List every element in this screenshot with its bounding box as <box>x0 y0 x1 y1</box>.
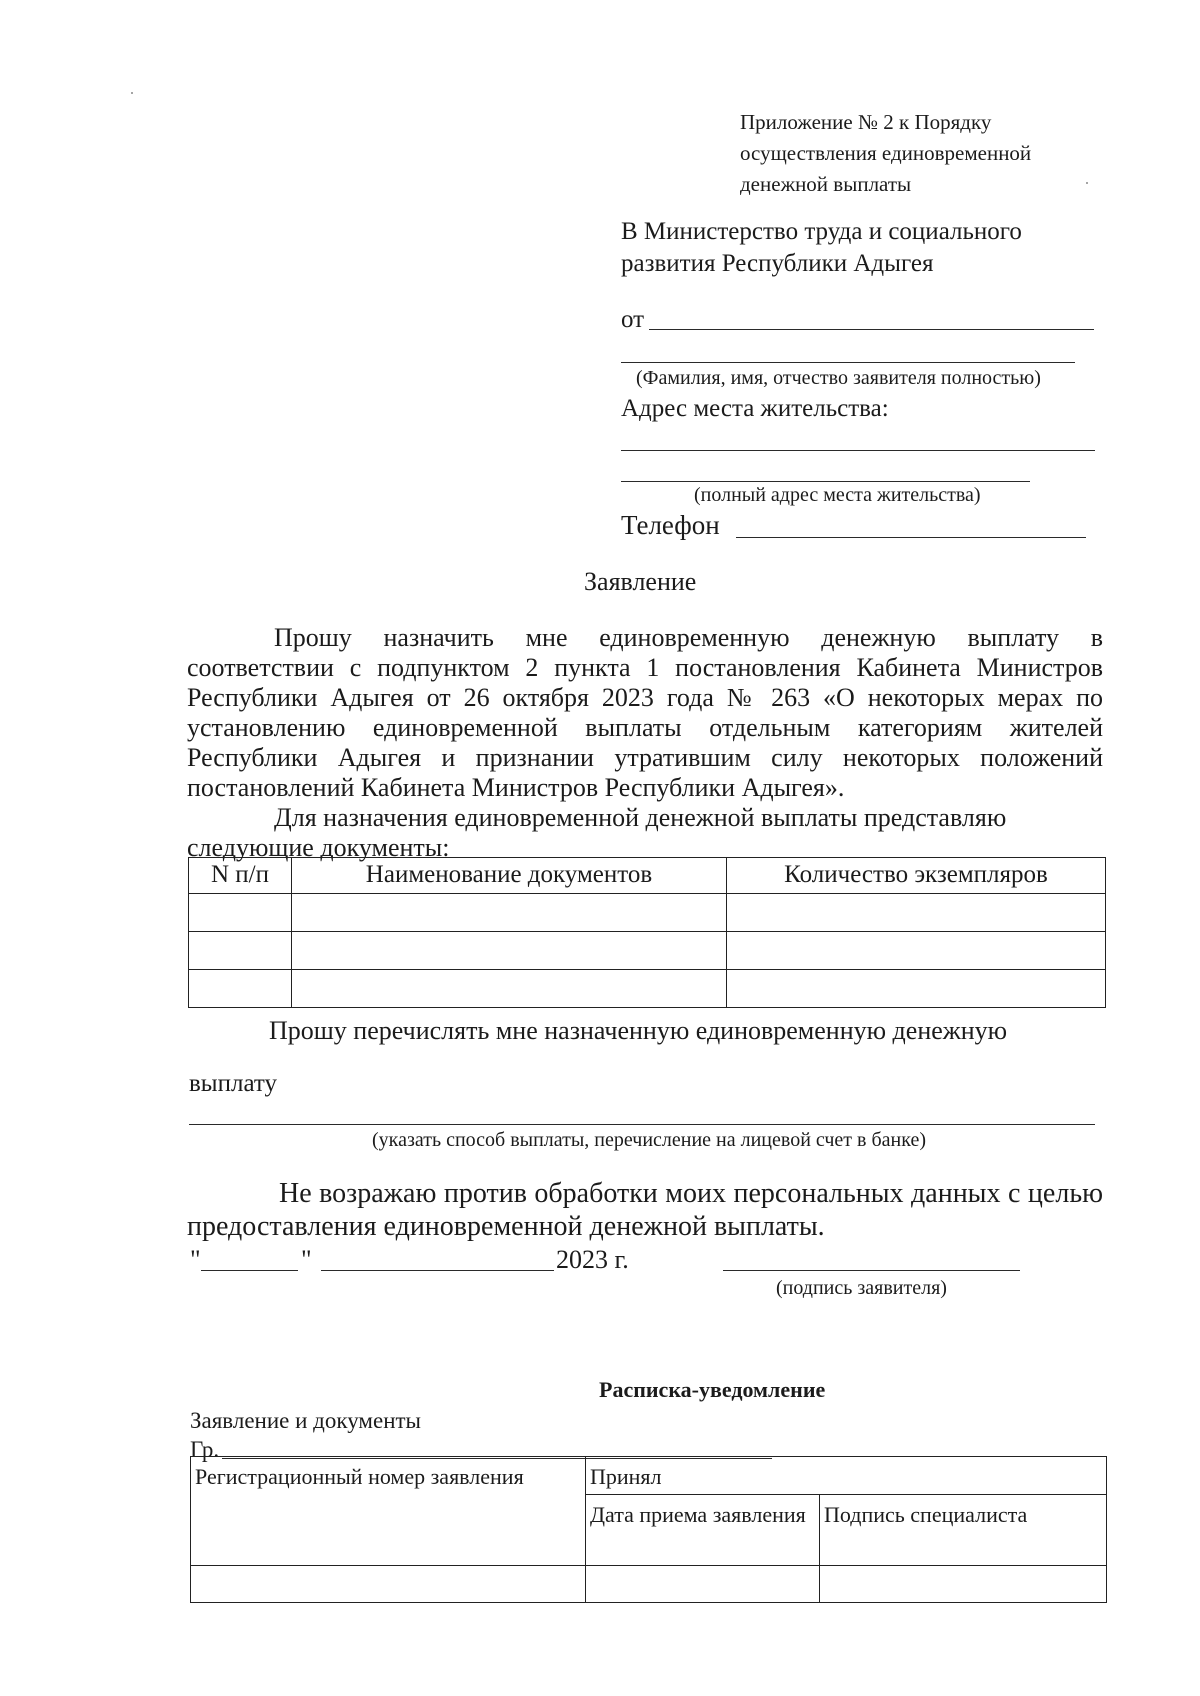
payment-line-1: Прошу перечислять мне назначенную единовременную денежную <box>269 1016 1008 1045</box>
statement-paragraph-1: Прошу назначить мне единовременную денежную выплату в соответствии с подпунктом 2 пункта 1 постановления Кабинета Министров Республики Адыгея от 26 октября 2023 года № 263 «О некоторых мерах по установлению единовременной выплаты отдельным категориям жителей Республики Адыгея и признании утратившим силу некоторых положений постановлений Кабинета Министров Республики Адыгея». <box>187 623 1103 802</box>
addressee-line-1: В Министерство труда и социального <box>621 218 1022 245</box>
statement-paragraph-2-line-1: Для назначения единовременной денежной выплаты представляю <box>274 803 1007 832</box>
name-hint: (Фамилия, имя, отчество заявителя полностью) <box>636 367 1041 389</box>
statement-title: Заявление <box>584 567 697 596</box>
table-header-row <box>189 858 1106 894</box>
receipt-reg-number-header: Регистрационный номер заявления <box>191 1457 586 1566</box>
receipt-accepted-header: Принял <box>586 1457 1107 1495</box>
phone-field-line[interactable] <box>736 537 1086 538</box>
address-field-line-2[interactable] <box>621 481 1030 482</box>
cell-document-name[interactable] <box>292 894 727 932</box>
payment-method-field-line[interactable] <box>189 1124 1095 1125</box>
cell-document-name[interactable] <box>292 970 727 1008</box>
phone-label: Телефон <box>621 510 720 540</box>
receipt-table <box>190 1456 1107 1603</box>
from-name-field-line[interactable] <box>649 329 1094 330</box>
receipt-row-1 <box>191 1457 1107 1495</box>
appendix-line-1: Приложение № 2 к Порядку <box>740 110 992 134</box>
receipt-reg-number-cell[interactable] <box>191 1566 586 1603</box>
cell-number[interactable] <box>189 932 292 970</box>
header-copies-count: Количество экземпляров <box>727 858 1106 894</box>
payment-line-2: выплату <box>189 1070 278 1097</box>
cell-copies-count[interactable] <box>727 932 1106 970</box>
cell-copies-count[interactable] <box>727 970 1106 1008</box>
documents-table <box>188 857 1106 1008</box>
header-document-name: Наименование документов <box>292 858 727 894</box>
scan-speck <box>1086 182 1088 184</box>
header-number: N п/п <box>189 858 292 894</box>
table-row <box>189 894 1106 932</box>
cell-document-name[interactable] <box>292 932 727 970</box>
receipt-row-3 <box>191 1566 1107 1603</box>
receipt-line-1: Заявление и документы <box>190 1408 422 1433</box>
date-open-quote: " <box>190 1245 201 1274</box>
date-month-field-line[interactable] <box>321 1270 554 1271</box>
appendix-line-3: денежной выплаты <box>740 172 912 196</box>
date-close-quote: " <box>301 1245 312 1274</box>
address-label: Адрес места жительства: <box>621 395 889 422</box>
scan-speck <box>131 92 133 94</box>
signature-field-line[interactable] <box>723 1270 1020 1271</box>
address-field-line-1[interactable] <box>621 450 1095 451</box>
cell-number[interactable] <box>189 894 292 932</box>
receipt-title: Расписка-уведомление <box>599 1377 826 1402</box>
table-row <box>189 932 1106 970</box>
statement-paragraph-2-line-2: следующие документы: <box>187 833 450 862</box>
receipt-citizen-label: Гр. <box>190 1437 220 1462</box>
addressee-line-2: развития Республики Адыгея <box>621 250 934 277</box>
date-year: 2023 г. <box>556 1245 629 1274</box>
receipt-signature-cell[interactable] <box>820 1566 1107 1603</box>
receipt-signature-header: Подпись специалиста <box>820 1495 1107 1566</box>
date-day-field-line[interactable] <box>201 1270 298 1271</box>
from-name-field-line-2[interactable] <box>621 362 1075 363</box>
address-hint: (полный адрес места жительства) <box>694 484 981 506</box>
table-row <box>189 970 1106 1008</box>
consent-text: Не возражаю против обработки моих персональных данных с целью предоставления единовременной денежной выплаты. <box>187 1178 1103 1242</box>
cell-number[interactable] <box>189 970 292 1008</box>
from-label: от <box>621 306 645 333</box>
receipt-date-header: Дата приема заявления <box>586 1495 820 1566</box>
receipt-date-cell[interactable] <box>586 1566 820 1603</box>
appendix-line-2: осуществления единовременной <box>740 141 1032 165</box>
signature-hint: (подпись заявителя) <box>776 1277 947 1299</box>
cell-copies-count[interactable] <box>727 894 1106 932</box>
payment-hint: (указать способ выплаты, перечисление на лицевой счет в банке) <box>372 1129 927 1151</box>
